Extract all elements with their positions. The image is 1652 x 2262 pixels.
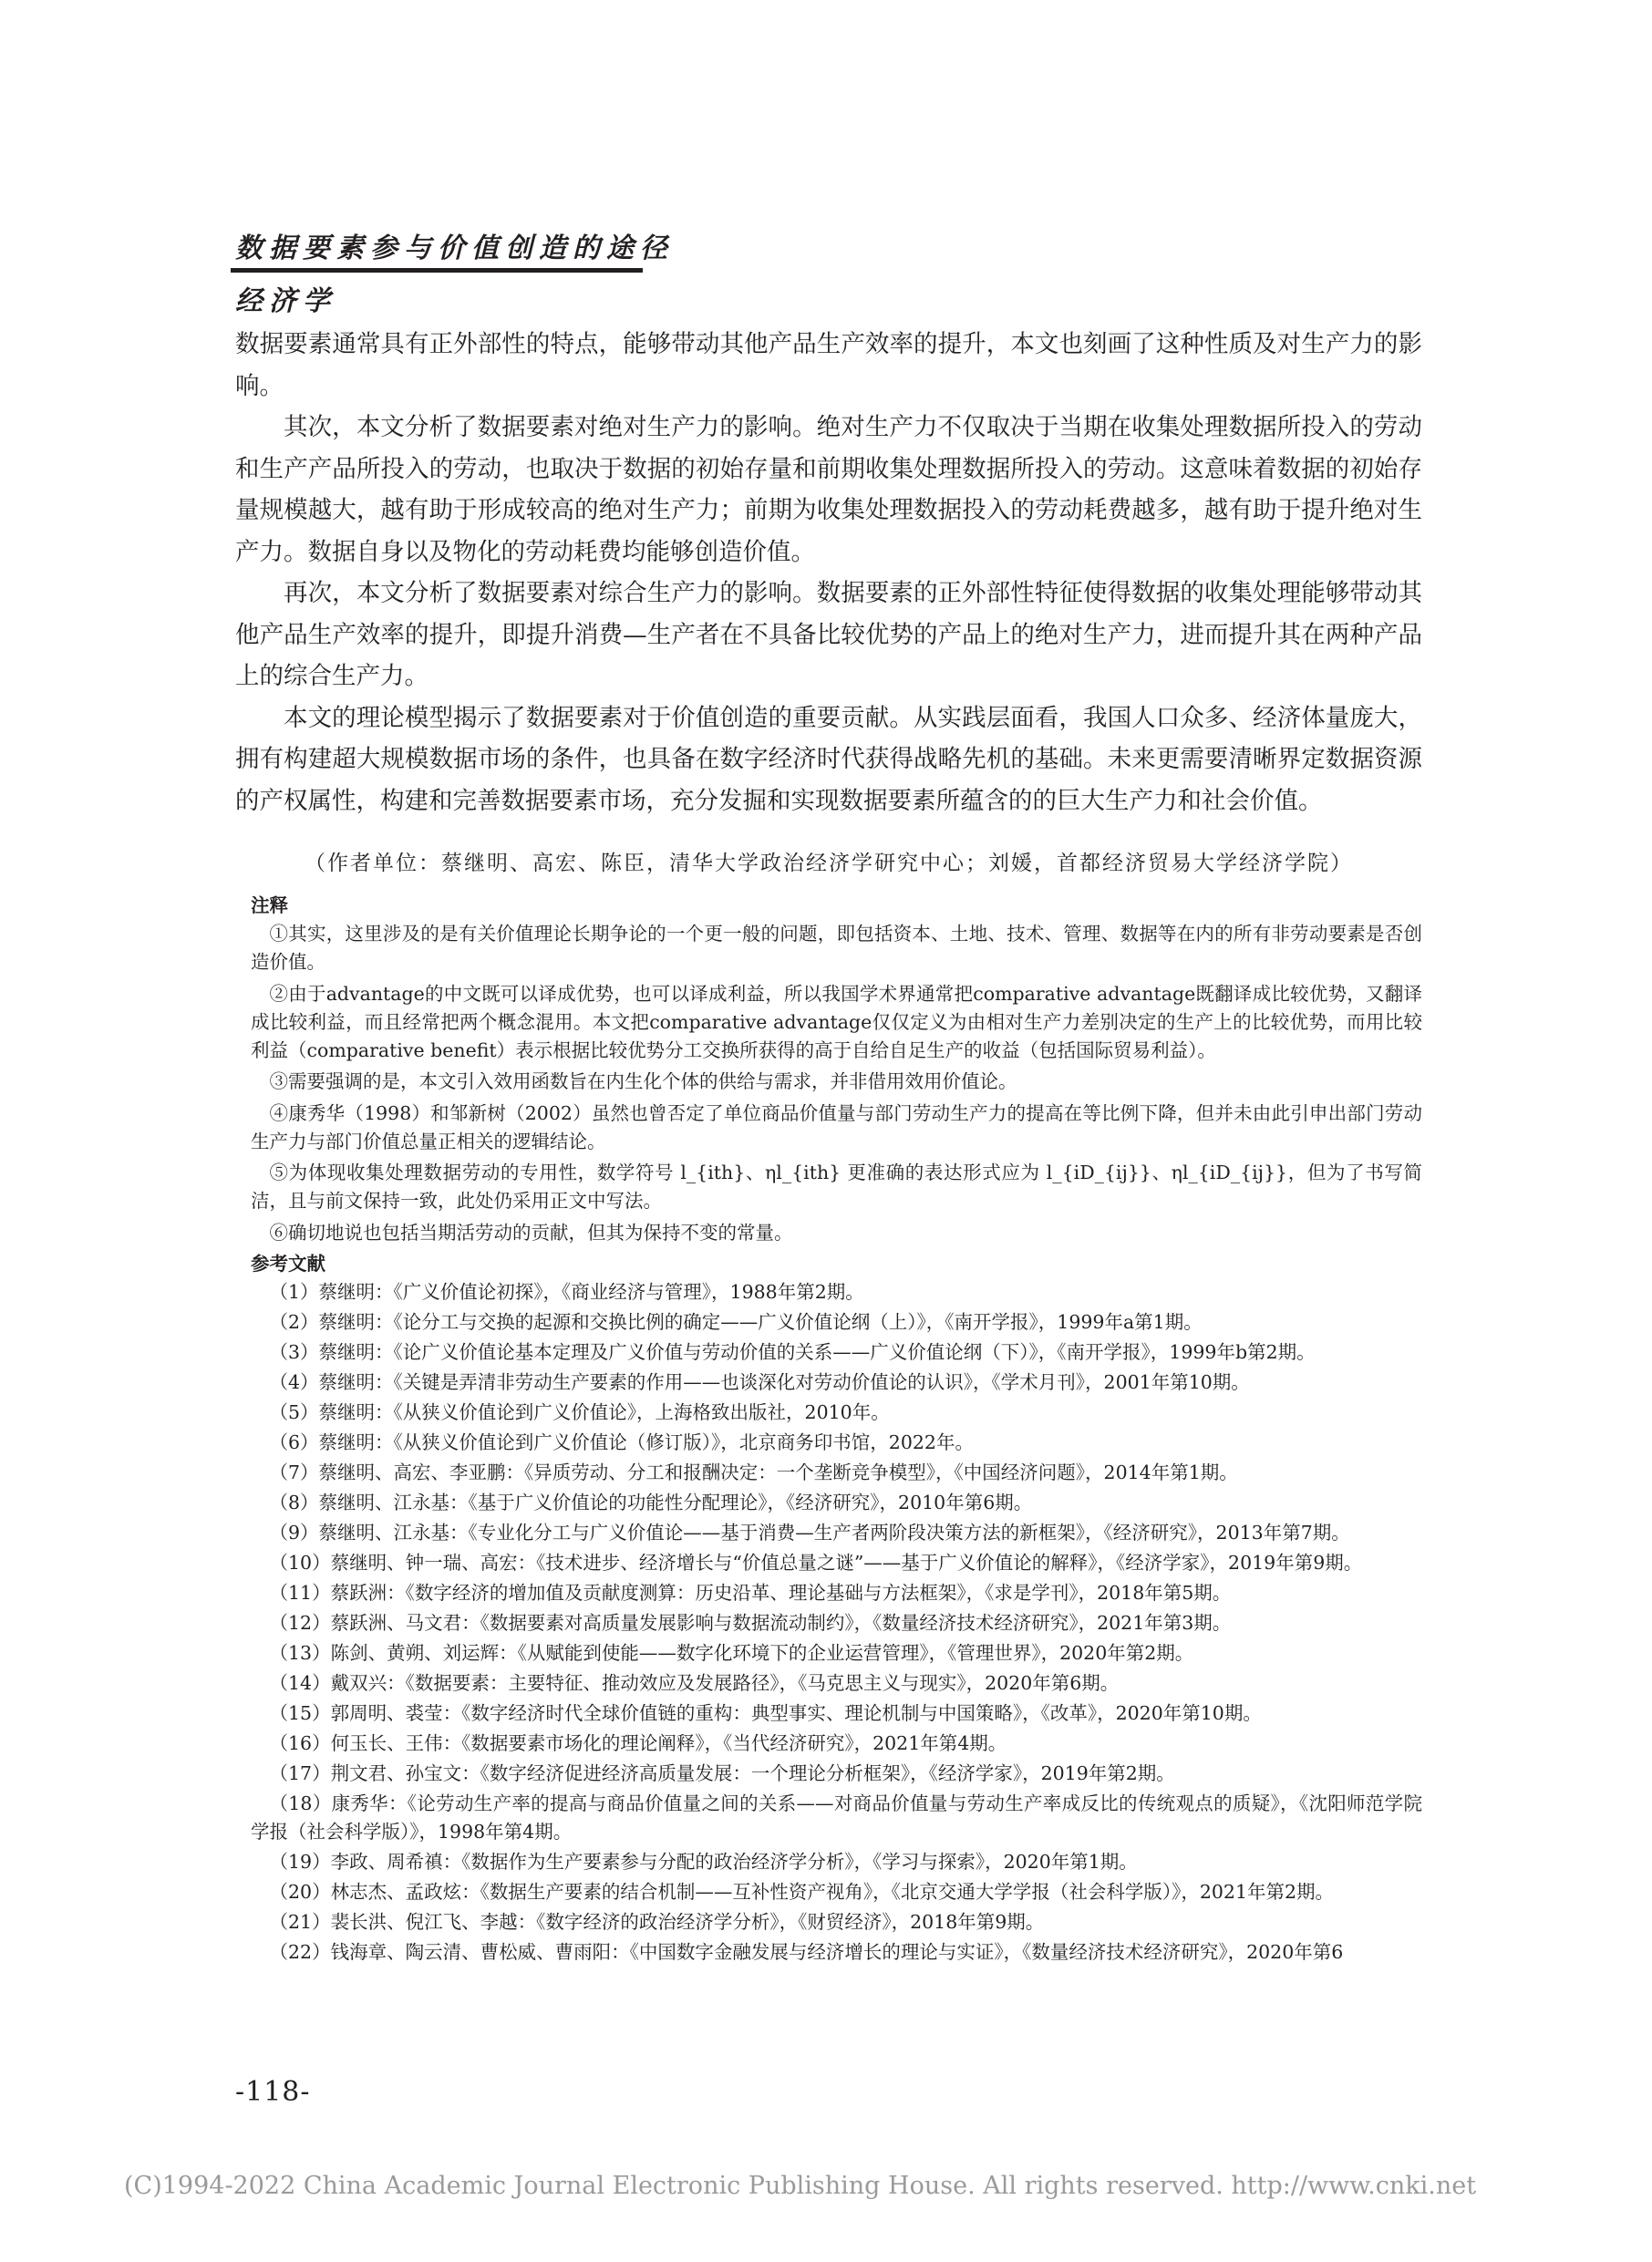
author-affiliation: （作者单位：蔡继明、高宏、陈臣，清华大学政治经济学研究中心；刘媛，首都经济贸易大学经济学院） <box>305 852 1353 875</box>
reference-item: （2）蔡继明：《论分工与交换的起源和交换比例的确定——广义价值论纲（上）》，《南开学报》，1999年a第1期。 <box>269 1311 1203 1333</box>
references-heading: 参考文献 <box>251 1253 325 1275</box>
reference-item: （14）戴双兴：《数据要素：主要特征、推动效应及发展路径》，《马克思主义与现实》，2020年第6期。 <box>269 1672 1120 1694</box>
reference-item: （12）蔡跃洲、马文君：《数据要素对高质量发展影响与数据流动制约》，《数量经济技术经济研究》，2021年第3期。 <box>269 1612 1232 1634</box>
body-paragraph-2: 其次，本文分析了数据要素对绝对生产力的影响。绝对生产力不仅取决于当期在收集处理数据所投入的劳动和生产产品所投入的劳动，也取决于数据的初始存量和前期收集处理数据所投入的劳动。这意味着数据的初始存量规模越大，越有助于形成较高的绝对生产力；前期为收集处理数据投入的劳动耗费越多，越有助于提升绝对生产力。数据自身以及物化的劳动耗费均能够创造价值。 <box>235 413 1422 566</box>
reference-item: （21）裴长洪、倪江飞、李越：《数字经济的政治经济学分析》，《财贸经济》，2018年第9期。 <box>269 1911 1045 1933</box>
running-header-title: 数据要素参与价值创造的途径 <box>235 232 674 264</box>
section-label: 经济学 <box>235 285 336 317</box>
reference-item: （7）蔡继明、高宏、李亚鹏：《异质劳动、分工和报酬决定：一个垄断竞争模型》，《中国经济问题》，2014年第1期。 <box>269 1462 1238 1483</box>
note-item: ⑥确切地说也包括当期活劳动的贡献，但其为保持不变的常量。 <box>269 1221 793 1244</box>
copyright-footer: (C)1994-2022 China Academic Journal Electronic Publishing House. All rights reserved. http://www.cnki.net <box>124 2172 1477 2200</box>
reference-item: （18）康秀华：《论劳动生产率的提高与商品价值量之间的关系——对商品价值量与劳动生产率成反比的传统观点的质疑》，《沈阳师范学院学报（社会科学版）》，1998年第4期。 <box>251 1792 1422 1843</box>
reference-item: （9）蔡继明、江永基：《专业化分工与广义价值论——基于消费—生产者两阶段决策方法的新框架》，《经济研究》，2013年第7期。 <box>269 1522 1350 1544</box>
reference-item: （17）荆文君、孙宝文：《数字经济促进经济高质量发展：一个理论分析框架》，《经济学家》，2019年第2期。 <box>269 1762 1175 1784</box>
reference-item: （1）蔡继明：《广义价值论初探》，《商业经济与管理》，1988年第2期。 <box>269 1281 864 1303</box>
header-rule <box>231 268 643 273</box>
reference-item: （20）林志杰、孟政炫：《数据生产要素的结合机制——互补性资产视角》，《北京交通大学学报（社会科学版）》，2021年第2期。 <box>269 1881 1335 1903</box>
reference-item: （19）李政、周希禛：《数据作为生产要素参与分配的政治经济学分析》，《学习与探索》，2020年第1期。 <box>269 1851 1138 1873</box>
reference-item: （22）钱海章、陶云清、曹松威、曹雨阳：《中国数字金融发展与经济增长的理论与实证》，《数量经济技术经济研究》，2020年第6 <box>269 1941 1344 1963</box>
notes-heading: 注释 <box>251 894 288 916</box>
body-text <box>235 324 1422 821</box>
reference-item: （6）蔡继明：《从狭义价值论到广义价值论（修订版）》，北京商务印书馆，2022年。 <box>269 1431 974 1453</box>
reference-item: （13）陈剑、黄朔、刘运辉：《从赋能到使能——数字化环境下的企业运营管理》，《管理世界》，2020年第2期。 <box>269 1642 1194 1664</box>
page-number: -118- <box>235 2076 311 2108</box>
reference-item: （5）蔡继明：《从狭义价值论到广义价值论》，上海格致出版社，2010年。 <box>269 1401 890 1423</box>
body-paragraph-3: 再次，本文分析了数据要素对综合生产力的影响。数据要素的正外部性特征使得数据的收集处理能够带动其他产品生产效率的提升，即提升消费—生产者在不具备比较优势的产品上的绝对生产力，进而提升其在两种产品上的综合生产力。 <box>235 579 1422 690</box>
body-paragraph-1: 数据要素通常具有正外部性的特点，能够带动其他产品生产效率的提升，本文也刻画了这种性质及对生产力的影响。 <box>235 330 1422 400</box>
note-item: ②由于advantage的中文既可以译成优势，也可以译成利益，所以我国学术界通常把comparative advantage既翻译成比较优势，又翻译成比较利益，而且经常把两个概念混用。本文把comparative advantage仅仅定义为由相对生产力差别决定的生产上的比较优势，而用比较利益（comparative benefit）表示根据比较优势分工交换所获得的高于自给自足生产的收益（包括国际贸易利益）。 <box>251 982 1422 1061</box>
reference-item: （10）蔡继明、钟一瑞、高宏：《技术进步、经济增长与“价值总量之谜”——基于广义价值论的解释》，《经济学家》，2019年第9期。 <box>269 1552 1363 1574</box>
notes-and-references <box>251 892 1422 1968</box>
reference-item: （16）何玉长、王伟：《数据要素市场化的理论阐释》，《当代经济研究》，2021年第4期。 <box>269 1732 1007 1754</box>
reference-item: （11）蔡跃洲：《数字经济的增加值及贡献度测算：历史沿革、理论基础与方法框架》，《求是学刊》，2018年第5期。 <box>269 1582 1232 1604</box>
note-item: ⑤为体现收集处理数据劳动的专用性，数学符号 l_{ith}、ηl_{ith} 更准确的表达形式应为 l_{iD_{ij}}、ηl_{iD_{ij}}，但为了书写简洁，且与前文保持一致，此处仍采用正文中写法。 <box>251 1162 1422 1212</box>
reference-item: （8）蔡继明、江永基：《基于广义价值论的功能性分配理论》，《经济研究》，2010年第6期。 <box>269 1492 1033 1513</box>
note-item: ④康秀华（1998）和邹新树（2002）虽然也曾否定了单位商品价值量与部门劳动生产力的提高在等比例下降，但并未由此引申出部门劳动生产力与部门价值总量正相关的逻辑结论。 <box>251 1101 1422 1152</box>
reference-item: （15）郭周明、裘莹：《数字经济时代全球价值链的重构：典型事实、理论机制与中国策略》，《改革》，2020年第10期。 <box>269 1702 1262 1724</box>
reference-item: （3）蔡继明：《论广义价值论基本定理及广义价值与劳动价值的关系——广义价值论纲（下）》，《南开学报》，1999年b第2期。 <box>269 1341 1316 1363</box>
note-item: ③需要强调的是，本文引入效用函数旨在内生化个体的供给与需求，并非借用效用价值论。 <box>269 1070 1017 1092</box>
reference-item: （4）蔡继明：《关键是弄清非劳动生产要素的作用——也谈深化对劳动价值论的认识》，《学术月刊》，2001年第10期。 <box>269 1371 1250 1393</box>
body-paragraph-4: 本文的理论模型揭示了数据要素对于价值创造的重要贡献。从实践层面看，我国人口众多、经济体量庞大，拥有构建超大规模数据市场的条件，也具备在数字经济时代获得战略先机的基础。未来更需要清晰界定数据资源的产权属性，构建和完善数据要素市场，充分发掘和实现数据要素所蕴含的的巨大生产力和社会价值。 <box>235 703 1422 815</box>
note-item: ①其实，这里涉及的是有关价值理论长期争论的一个更一般的问题，即包括资本、土地、技术、管理、数据等在内的所有非劳动要素是否创造价值。 <box>251 923 1422 973</box>
